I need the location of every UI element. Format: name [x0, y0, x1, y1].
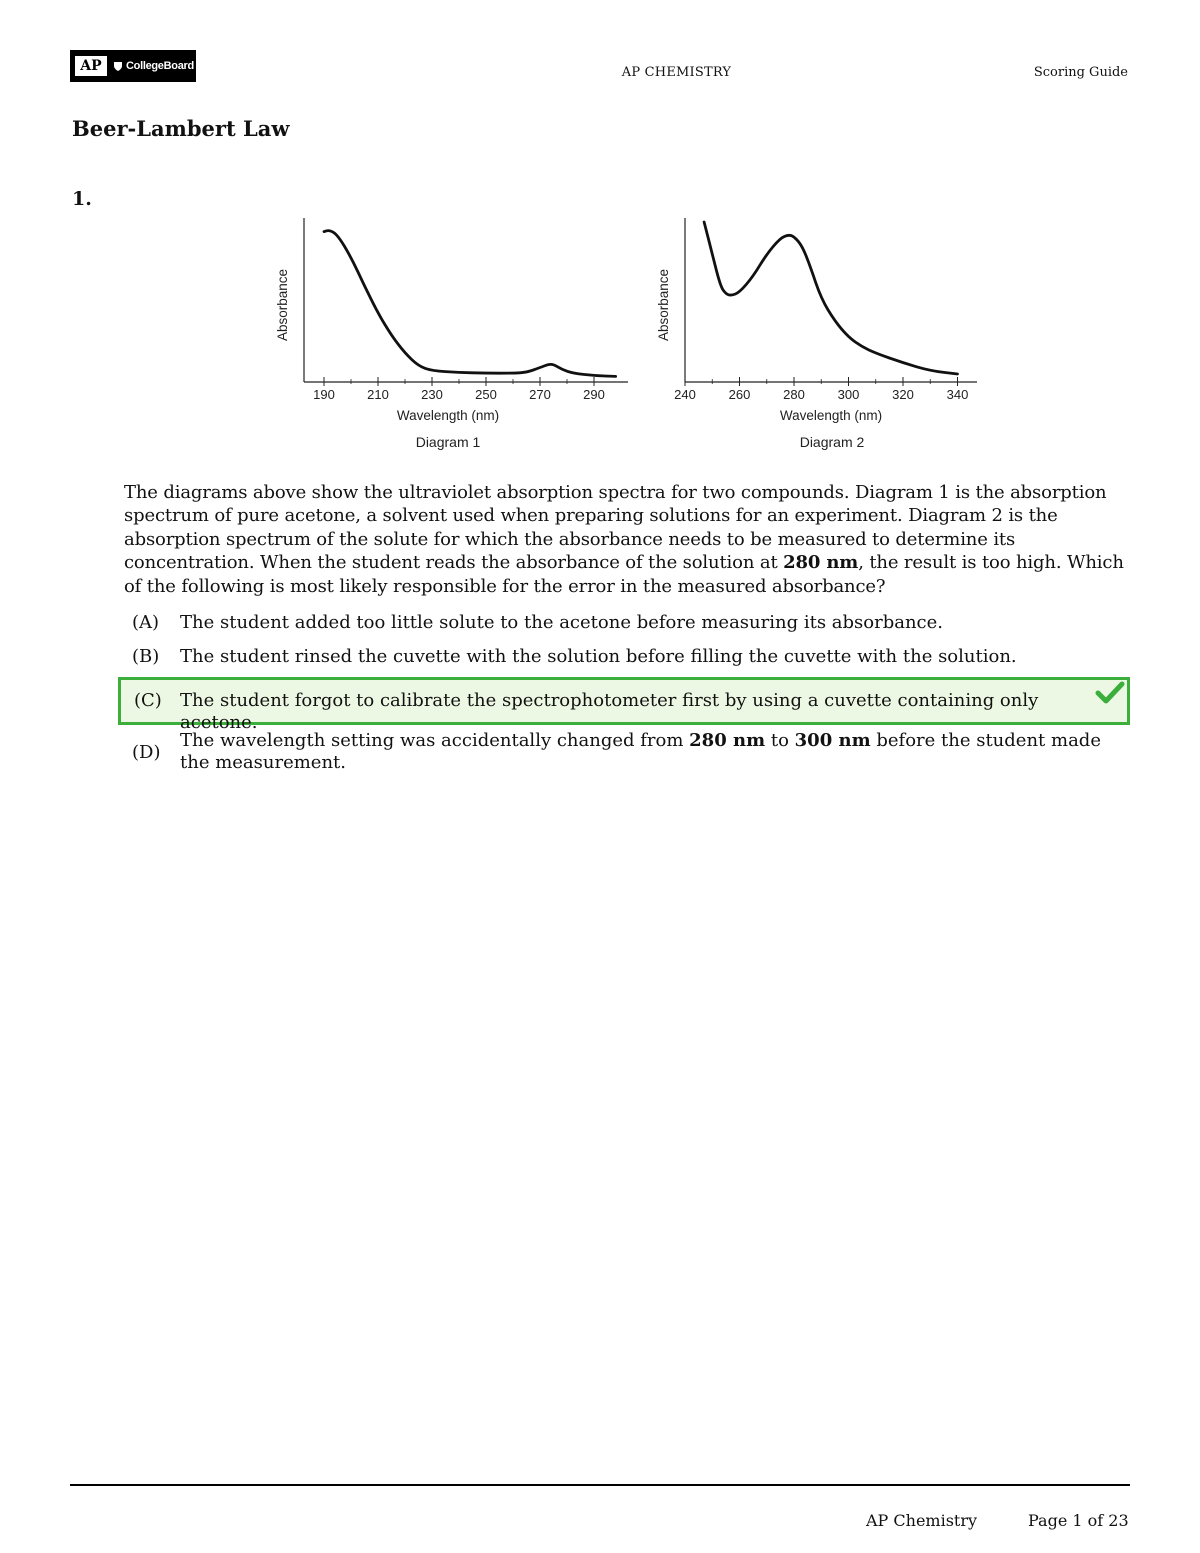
x-tick-label: 340: [946, 387, 969, 402]
x-tick-label: 210: [367, 387, 389, 402]
option-letter: (A): [132, 612, 160, 633]
absorption-spectra-figure: [270, 210, 990, 460]
stem-text-2: , the result is too high. Which of the following is most likely responsible for the error in the measured absorbance?: [124, 552, 1124, 597]
footer-divider: [70, 1484, 1130, 1486]
option-b[interactable]: [118, 646, 1130, 670]
x-tick-label: 290: [583, 387, 605, 402]
section-title: Beer-Lambert Law: [72, 116, 290, 141]
x-axis-label: Wavelength (nm): [779, 408, 883, 423]
question-stem: [124, 481, 1130, 598]
diagram-caption: Diagram 1: [415, 434, 481, 450]
y-axis-label: Absorbance: [275, 268, 290, 342]
option-c-correct[interactable]: [118, 677, 1130, 733]
option-d-wavelength-1: 280 nm: [689, 730, 766, 751]
option-letter: (D): [132, 742, 161, 763]
x-tick-label: 320: [892, 387, 914, 402]
option-text: [180, 730, 1120, 774]
option-d-wavelength-2: 300 nm: [794, 730, 871, 751]
ap-logo-mark: AP: [75, 56, 107, 76]
option-d-text-2: to: [765, 730, 795, 751]
x-tick-label: 270: [529, 387, 551, 402]
stem-text-1: The diagrams above show the ultraviolet absorption spectra for two compounds. Diagram 1 is the absorption spectrum of pure acetone, a solvent used when preparing solutions for an experiment. Diagram 2 is the absorption spectrum of the solute for which the absorbance needs to be measured to determine its concentration. When the student reads the absorbance of the solution at: [124, 482, 1107, 574]
option-text: The student rinsed the cuvette with the solution before filling the cuvette with the solution.: [180, 646, 1017, 667]
diagram-caption: Diagram 2: [799, 434, 865, 450]
spectra-svg: [270, 210, 990, 460]
option-letter: (C): [134, 690, 162, 711]
checkmark-icon: [1095, 681, 1125, 705]
x-axis-label: Wavelength (nm): [396, 408, 500, 423]
x-tick-label: 190: [313, 387, 335, 402]
y-axis-label: Absorbance: [656, 268, 671, 342]
x-tick-label: 240: [674, 387, 696, 402]
collegeboard-text: CollegeBoard: [126, 60, 194, 72]
header-subject: AP CHEMISTRY: [621, 65, 732, 80]
spectrum-curve: [704, 222, 957, 374]
footer-course: AP Chemistry: [866, 1511, 978, 1530]
spectrum-curve: [324, 231, 616, 377]
option-d[interactable]: [118, 730, 1130, 778]
option-text: The student forgot to calibrate the spectrophotometer first by using a cuvette containing only acetone.: [180, 690, 1039, 733]
option-text: The student added too little solute to the acetone before measuring its absorbance.: [180, 612, 944, 633]
header-doc-type: Scoring Guide: [1033, 65, 1128, 80]
footer-page-number: Page 1 of 23: [1028, 1511, 1129, 1530]
x-tick-label: 280: [783, 387, 805, 402]
question-number: 1.: [72, 188, 92, 210]
option-d-text-3: before the student made the measurement.: [180, 730, 1101, 773]
option-letter: (B): [132, 646, 160, 667]
x-tick-label: 260: [728, 387, 751, 402]
stem-wavelength: 280 nm: [783, 552, 859, 574]
x-tick-label: 250: [475, 387, 497, 402]
x-tick-label: 230: [421, 387, 443, 402]
x-tick-label: 300: [837, 387, 860, 402]
option-a[interactable]: [118, 612, 1130, 636]
option-d-text-1: The wavelength setting was accidentally changed from: [180, 730, 690, 751]
